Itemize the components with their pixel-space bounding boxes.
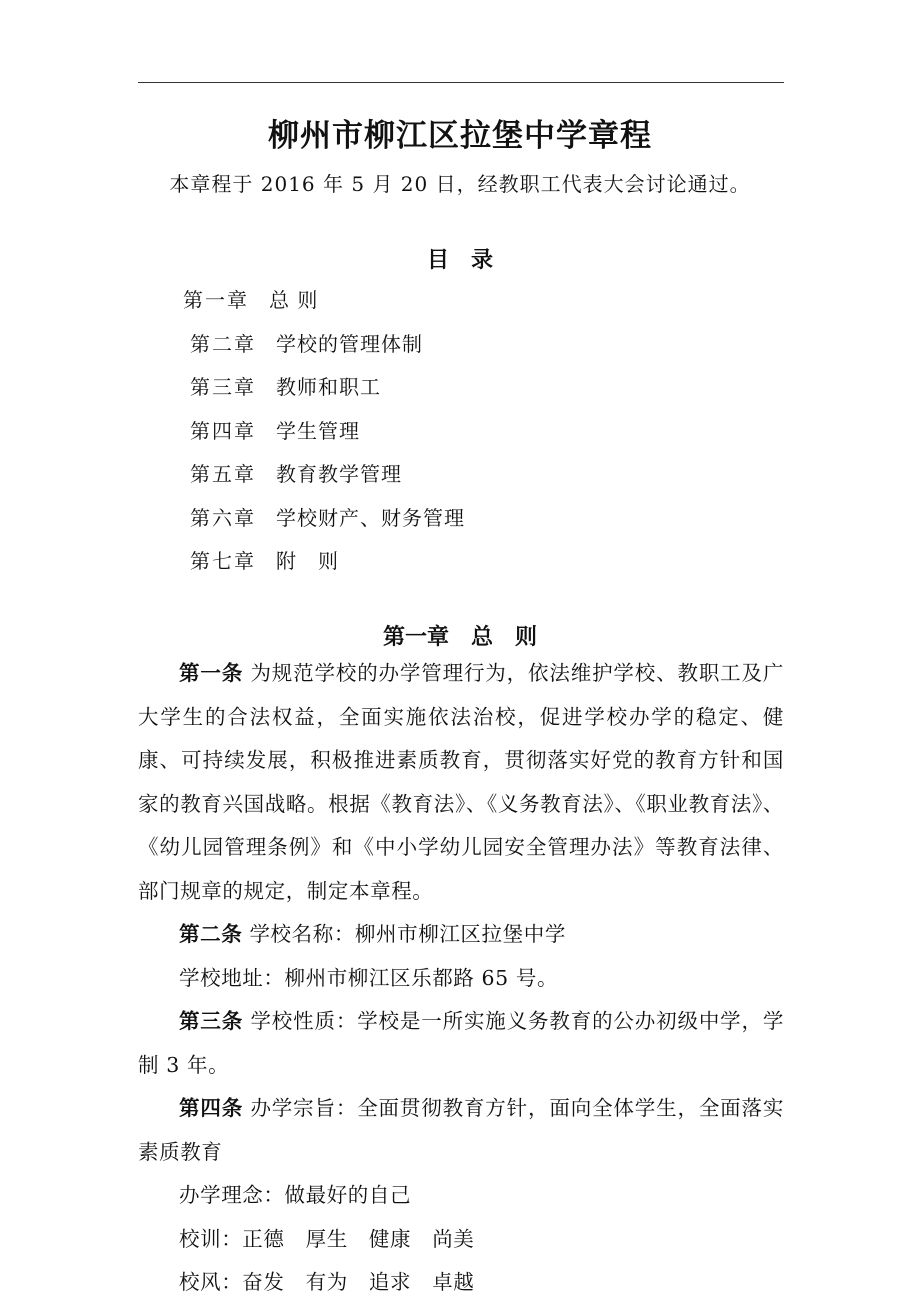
document-title: 柳州市柳江区拉堡中学章程 xyxy=(268,118,652,154)
toc-heading: 目 录 xyxy=(426,248,493,273)
toc-item xyxy=(183,286,743,330)
toc-item-label: 教育教学管理 xyxy=(276,462,402,486)
toc-item xyxy=(183,547,743,591)
article-paragraph xyxy=(138,913,784,957)
table-of-contents xyxy=(183,286,743,591)
toc-item-number: 第三章 xyxy=(190,375,256,399)
article-text: 学校性质：学校是一所实施义务教育的公办初级中学，学制 3 年。 xyxy=(138,1009,784,1077)
chapter-heading: 第一章 总 则 xyxy=(382,625,537,650)
document-subtitle: 本章程于 2016 年 5 月 20 日，经教职工代表大会讨论通过。 xyxy=(169,172,751,196)
article-paragraph xyxy=(138,1087,784,1174)
toc-item-label: 教师和职工 xyxy=(276,375,381,399)
article-text: 校训：正德 厚生 健康 尚美 xyxy=(179,1226,475,1251)
toc-item xyxy=(183,504,743,548)
article-paragraph xyxy=(138,1174,784,1218)
article-label: 第三条 xyxy=(179,1009,244,1033)
chapter-body xyxy=(138,652,784,1305)
toc-item-number: 第五章 xyxy=(190,462,256,486)
toc-item-number: 第七章 xyxy=(190,549,256,573)
article-paragraph xyxy=(138,1261,784,1305)
article-text: 学校地址：柳州市柳江区乐都路 65 号。 xyxy=(179,965,559,990)
toc-item xyxy=(183,373,743,417)
article-paragraph xyxy=(138,1218,784,1262)
toc-item-label: 总 则 xyxy=(269,288,319,312)
article-text: 校风：奋发 有为 追求 卓越 xyxy=(179,1270,475,1294)
article-label: 第四条 xyxy=(179,1096,244,1120)
article-text: 办学宗旨：全面贯彻教育方针，面向全体学生，全面落实素质教育 xyxy=(138,1096,784,1164)
toc-item-label: 学校的管理体制 xyxy=(276,331,423,356)
header-rule xyxy=(138,82,784,83)
article-text: 学校名称：柳州市柳江区拉堡中学 xyxy=(249,922,566,946)
article-paragraph xyxy=(138,1000,784,1087)
toc-item-label: 附 则 xyxy=(276,549,339,573)
article-label: 第一条 xyxy=(179,661,244,685)
toc-item xyxy=(183,460,743,504)
toc-item xyxy=(183,330,743,374)
article-text: 为规范学校的办学管理行为，依法维护学校、教职工及广大学生的合法权益，全面实施依法治校，促进学校办学的稳定、健康、可持续发展，积极推进素质教育，贯彻落实好党的教育方针和国家的教育兴国战略。根据《教育法》、《义务教育法》、《职业教育法》、《幼儿园管理条例》和《中小学幼儿园安全管理办法》等教育法律、部门规章的规定，制定本章程。 xyxy=(138,661,784,903)
toc-item xyxy=(183,417,743,461)
toc-item-number: 第四章 xyxy=(190,418,256,443)
toc-item-label: 学校财产、财务管理 xyxy=(276,505,465,530)
toc-item-number: 第一章 xyxy=(183,288,249,312)
article-text: 办学理念：做最好的自己 xyxy=(179,1183,412,1207)
article-paragraph xyxy=(138,957,784,1001)
article-paragraph xyxy=(138,652,784,913)
toc-item-number: 第六章 xyxy=(190,505,256,530)
toc-item-label: 学生管理 xyxy=(276,418,360,443)
article-label: 第二条 xyxy=(179,922,243,946)
toc-item-number: 第二章 xyxy=(190,331,256,356)
